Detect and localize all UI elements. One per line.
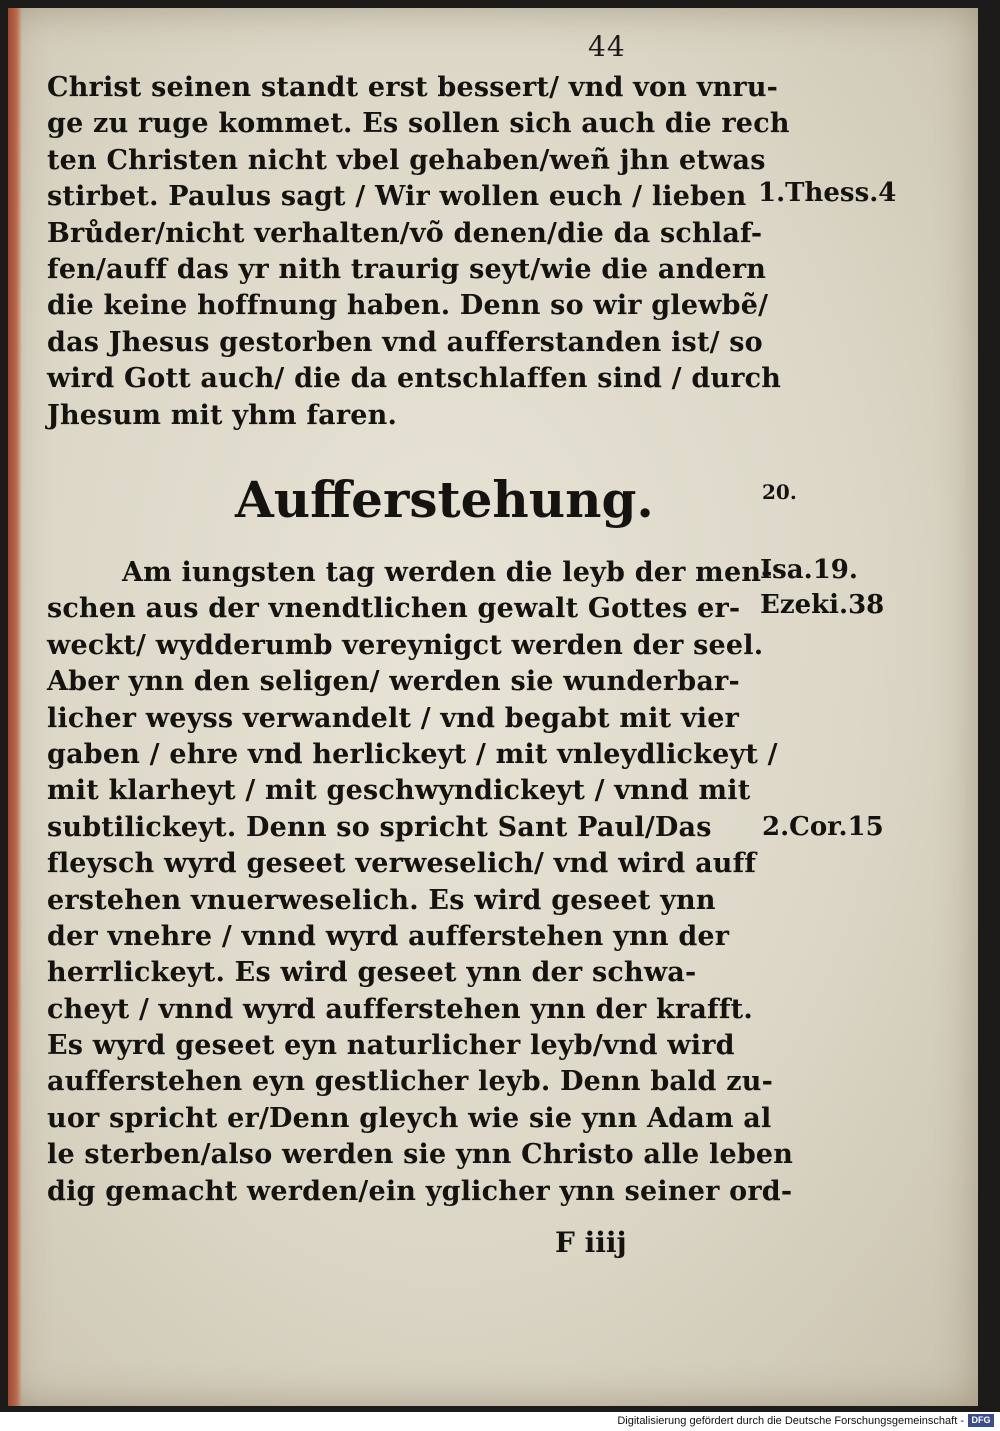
text-line: Am iungsten tag werden die leyb der men- [122,557,773,588]
margin-note-isa: Isa.19. [760,555,858,585]
paragraph-2 [47,555,794,1210]
footer-bar [0,1412,1000,1431]
text-line: weckt/ wydderumb vereynigct werden der seel. [47,629,764,661]
text-line: gaben / ehre vnd herlickeyt / mit vnleydlickeyt / [47,738,778,770]
text-line: das Jhesus gestorben vnd aufferstanden ist/ so [47,326,763,358]
text-line: der vnehre / vnnd wyrd aufferstehen ynn der [47,920,730,952]
text-line: Es wyrd geseet eyn naturlicher leyb/vnd wird [47,1030,735,1062]
text-line: ge zu ruge kommet. Es sollen sich auch die rech [47,108,790,140]
text-line: Brůder/nicht verhalten/võ denen/die da schlaf- [47,217,763,249]
page-gutter [8,8,22,1406]
margin-note-thess: 1.Thess.4 [758,178,897,208]
text-line: stirbet. Paulus sagt / Wir wollen euch / lieben [47,181,747,213]
text-line: mit klarheyt / mit geschwyndickeyt / vnnd mit [47,775,751,807]
text-line: uor spricht er/Denn gleych wie sie ynn Adam al [47,1102,772,1134]
text-line: subtilickeyt. Denn so spricht Sant Paul/Das [47,811,712,843]
text-line: le sterben/also werden sie ynn Christo alle leben [47,1139,794,1171]
page-number: 44 [588,30,626,63]
dfg-logo[interactable]: DFG [968,1414,994,1427]
text-line: fen/auff das yr nith traurig seyt/wie die andern [47,253,767,285]
text-line: aufferstehen eyn gestlicher leyb. Denn bald zu- [47,1066,773,1098]
section-heading: Aufferstehung. [235,470,654,529]
text-line: fleysch wyrd geseet verweselich/ vnd wird auff [47,848,757,880]
text-line: Jhesum mit yhm faren. [47,399,398,431]
text-line: dig gemacht werden/ein yglicher ynn seiner ord- [47,1175,793,1207]
text-line: wird Gott auch/ die da entschlaffen sind / durch [47,363,782,395]
text-line: herrlickeyt. Es wird geseet ynn der schwa- [47,957,697,989]
paragraph-1 [47,70,790,434]
footer-credit: Digitalisierung gefördert durch die Deutsche Forschungsgemeinschaft - [617,1415,964,1427]
text-line: Christ seinen standt erst bessert/ vnd von vnru- [47,72,779,103]
margin-note-number: 20. [762,480,797,504]
text-line: ten Christen nicht vbel gehaben/weñ jhn etwas [47,144,766,176]
text-line: cheyt / vnnd wyrd aufferstehen ynn der krafft. [47,993,753,1025]
text-line: licher weyss verwandelt / vnd begabt mit vier [47,702,740,734]
margin-note-ezek: Ezeki.38 [760,590,885,620]
text-line: die keine hoffnung haben. Denn so wir glewbẽ/ [47,290,769,322]
margin-note-cor: 2.Cor.15 [762,812,884,842]
text-line: Aber ynn den seligen/ werden sie wunderbar- [47,666,740,698]
text-line: erstehen vnuerweselich. Es wird geseet ynn [47,884,716,916]
text-line: schen aus der vnendtlichen gewalt Gottes er- [47,593,741,625]
signature-mark: F iiij [555,1226,627,1259]
